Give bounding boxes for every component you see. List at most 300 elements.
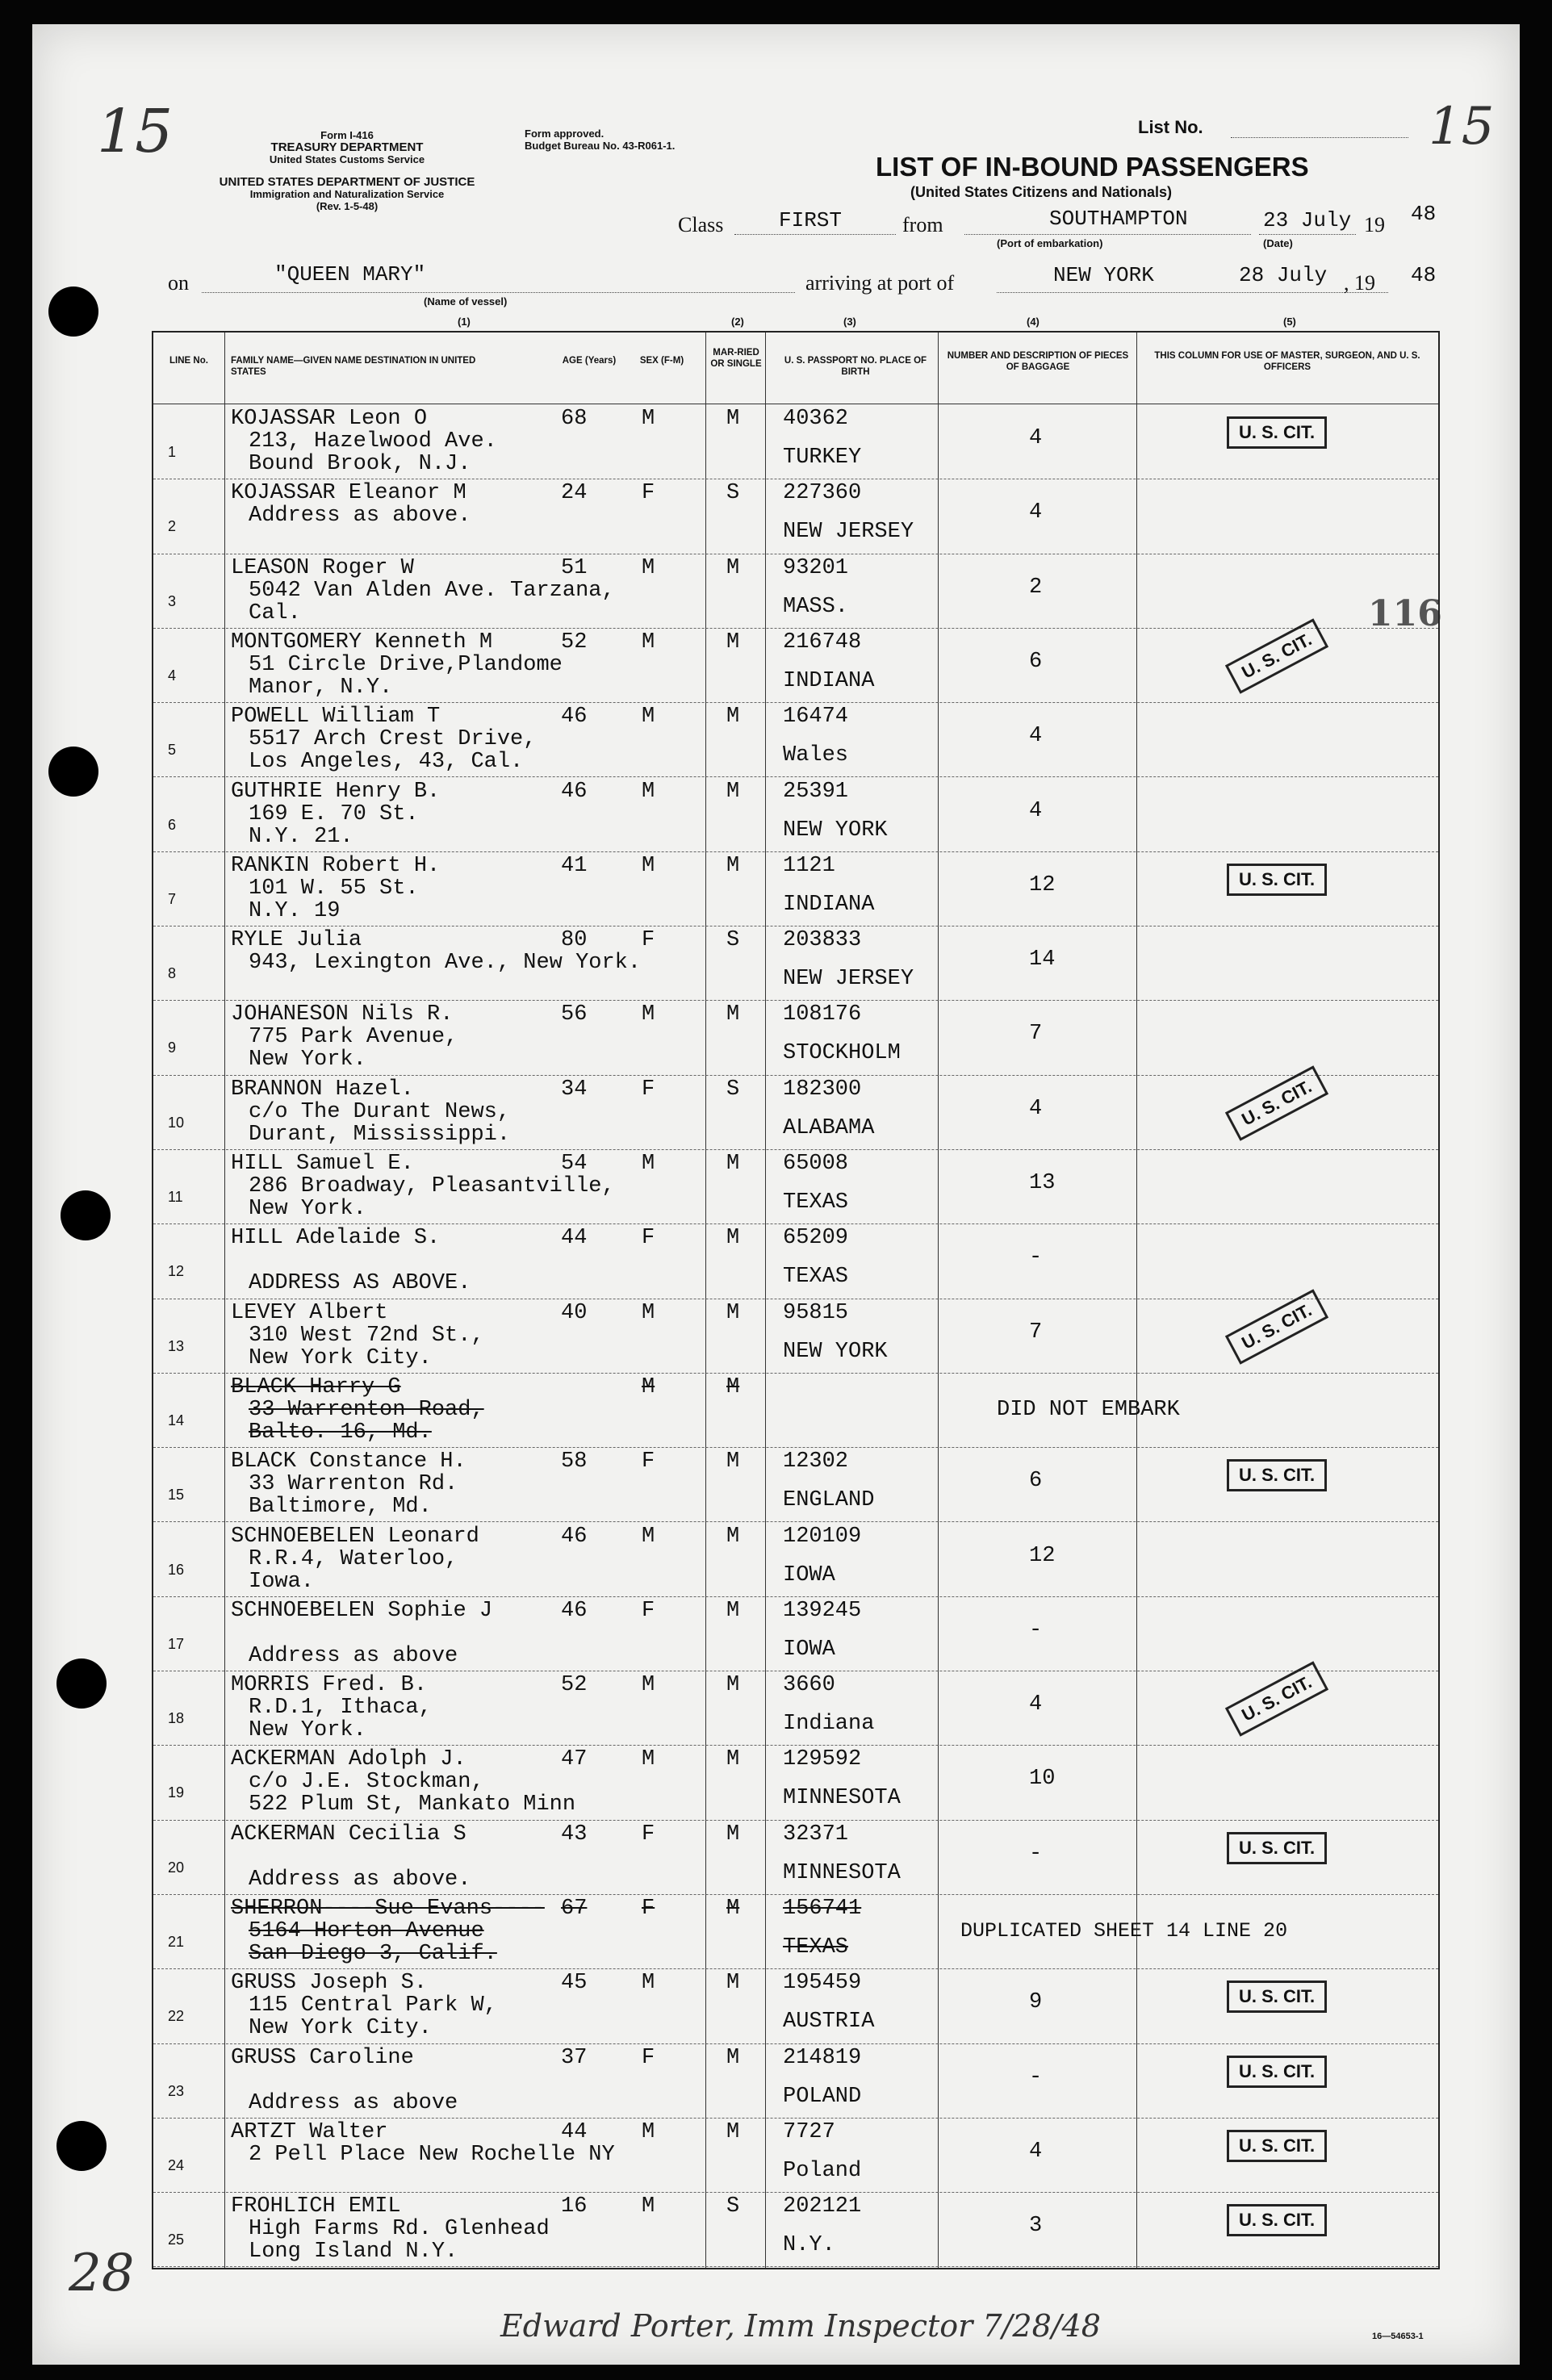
passenger-age: 37 [561, 2045, 588, 2070]
marital-status: M [726, 705, 740, 730]
passenger-name: KOJASSAR Leon O [231, 407, 428, 431]
passenger-sex: M [642, 555, 655, 580]
row-separator [153, 2266, 1438, 2267]
passenger-name: BLACK Harry G [231, 1374, 401, 1399]
class-label: Class [678, 213, 724, 236]
line-number: 22 [168, 2008, 185, 2025]
marital-status: M [726, 2045, 740, 2070]
passport-number: 139245 [783, 1598, 862, 1623]
table-row [153, 479, 1438, 554]
passport-number: 214819 [783, 2045, 862, 2070]
place-of-birth: NEW YORK [783, 1339, 888, 1364]
margin-stamp-number: 116 [1368, 593, 1442, 634]
from-label: from [902, 213, 943, 236]
marital-status: M [726, 1673, 740, 1698]
passenger-name: RYLE Julia [231, 928, 362, 953]
line-number: 6 [168, 816, 177, 833]
marital-status: M [726, 1524, 740, 1549]
passenger-sex: M [642, 779, 655, 804]
address-line-1: High Farms Rd. Glenhead [249, 2217, 550, 2242]
line-number: 25 [168, 2232, 185, 2248]
us-citizen-stamp: U. S. CIT. [1225, 1065, 1328, 1141]
date-embark-year: 48 [1411, 202, 1437, 226]
date-embark-year-prefix: 19 [1364, 213, 1385, 236]
line-number: 10 [168, 1114, 185, 1131]
table-row [153, 1671, 1438, 1746]
address-line-2: Iowa. [249, 1569, 315, 1594]
justice-dept-block [165, 176, 529, 212]
passenger-sex: M [642, 705, 655, 730]
passenger-age: 52 [561, 1673, 588, 1698]
us-citizen-stamp: U. S. CIT. [1227, 1832, 1327, 1864]
marital-status: M [726, 1747, 740, 1772]
marital-status: M [726, 407, 740, 431]
baggage-count: - [1029, 1617, 1043, 1642]
baggage-count: 4 [1029, 724, 1043, 749]
passenger-sex: M [642, 1971, 655, 1996]
passenger-name: ACKERMAN Adolph J. [231, 1747, 466, 1772]
us-citizen-stamp: U. S. CIT. [1225, 1661, 1328, 1737]
baggage-count: 4 [1029, 798, 1043, 823]
form-id-block [226, 129, 468, 165]
address-line-1: 5042 Van Alden Ave. Tarzana, [249, 578, 615, 603]
treasury-dept: TREASURY DEPARTMENT [270, 140, 424, 154]
passport-number: 216748 [783, 630, 862, 655]
address-line-2: Baltimore, Md. [249, 1495, 432, 1520]
baggage-count: 12 [1029, 1543, 1056, 1568]
table-row [153, 1076, 1438, 1150]
marital-status: M [726, 1300, 740, 1325]
marital-status: M [726, 853, 740, 878]
address-line-1: R.D.1, Ithaca, [249, 1696, 432, 1721]
baggage-count: 4 [1029, 500, 1043, 525]
address-line-1: Address as above. [249, 504, 471, 529]
us-citizen-stamp: U. S. CIT. [1227, 2056, 1327, 2088]
line-number: 14 [168, 1412, 185, 1428]
marital-status: M [726, 1226, 740, 1251]
baggage-count: 10 [1029, 1767, 1056, 1792]
justice-dept: UNITED STATES DEPARTMENT OF JUSTICE [219, 175, 475, 189]
passenger-age: 44 [561, 2119, 588, 2144]
arrival-year-prefix: , 19 [1344, 271, 1375, 295]
baggage-count: - [1029, 2064, 1043, 2089]
address-line-2: New York. [249, 1197, 366, 1221]
colhdr-line: LINE No. [169, 356, 208, 366]
passport-number: 108176 [783, 1002, 862, 1027]
us-citizen-stamp: U. S. CIT. [1227, 1981, 1327, 2013]
passenger-age: 34 [561, 1077, 588, 1102]
place-of-birth: ENGLAND [783, 1488, 875, 1513]
table-row [153, 1448, 1438, 1522]
passport-number: 25391 [783, 779, 849, 804]
address-line-2: Long Island N.Y. [249, 2240, 458, 2265]
passenger-age: 45 [561, 1971, 588, 1996]
passenger-age: 67 [561, 1897, 588, 1921]
us-citizen-stamp: U. S. CIT. [1227, 416, 1327, 449]
passenger-name: SCHNOEBELEN Sophie J [231, 1598, 493, 1623]
marital-status: S [726, 481, 740, 506]
passport-number: 3660 [783, 1673, 835, 1698]
passenger-sex: M [642, 1300, 655, 1325]
address-line-1: R.R.4, Waterloo, [249, 1546, 458, 1571]
colhdr-passport: U. S. PASSPORT NO. PLACE OF BIRTH [784, 356, 927, 377]
place-of-birth: POLAND [783, 2084, 862, 2109]
address-line-2: Address as above [249, 1643, 458, 1668]
address-line-2: Durant, Mississippi. [249, 1122, 511, 1147]
passenger-age: 46 [561, 705, 588, 730]
passenger-sex: F [642, 1077, 655, 1102]
address-line-2: N.Y. 19 [249, 898, 341, 923]
punch-hole-1 [48, 287, 98, 337]
address-line-1: c/o The Durant News, [249, 1099, 511, 1124]
us-citizen-stamp: U. S. CIT. [1227, 864, 1327, 896]
address-line-2: Balto. 16, Md. [249, 1420, 432, 1445]
on-label: on [168, 271, 189, 295]
line-number: 5 [168, 742, 177, 759]
arriving-label: arriving at port of [805, 271, 955, 295]
passport-number: 95815 [783, 1300, 849, 1325]
passenger-name: FROHLICH EMIL [231, 2194, 401, 2219]
place-of-birth: Indiana [783, 1712, 875, 1737]
line-number: 24 [168, 2156, 185, 2173]
us-citizen-stamp: U. S. CIT. [1227, 1459, 1327, 1491]
punch-hole-2 [48, 747, 98, 797]
handwritten-top-right-number: 15 [1429, 97, 1495, 157]
address-line-1: 775 Park Avenue, [249, 1025, 458, 1050]
address-line-2: Cal. [249, 600, 301, 625]
passport-number: 65008 [783, 1152, 849, 1176]
place-of-birth: NEW JERSEY [783, 520, 914, 545]
marital-status: M [726, 1971, 740, 1996]
marital-status: M [726, 1598, 740, 1623]
class-line [734, 234, 896, 235]
address-line-1: 33 Warrenton Road, [249, 1397, 484, 1422]
passport-number: 93201 [783, 555, 849, 580]
passenger-name: HILL Samuel E. [231, 1152, 414, 1176]
address-line-2: New York. [249, 1718, 366, 1743]
date-of-embarkation: 23 July [1263, 208, 1352, 232]
list-no-line [1231, 137, 1408, 138]
passenger-age: 46 [561, 1598, 588, 1623]
colhdr-officers: THIS COLUMN FOR USE OF MASTER, SURGEON, AND U. S. OFFICERS [1154, 351, 1420, 372]
passenger-name: POWELL William T [231, 705, 441, 730]
passenger-sex: M [642, 853, 655, 878]
passport-number: 12302 [783, 1449, 849, 1474]
table-row [153, 1299, 1438, 1374]
passenger-name: GRUSS Caroline [231, 2045, 414, 2070]
address-line-1: 169 E. 70 St. [249, 801, 419, 826]
table-row [153, 554, 1438, 629]
place-of-birth: MINNESOTA [783, 1860, 901, 1885]
passenger-age: 47 [561, 1747, 588, 1772]
line-number: 17 [168, 1635, 185, 1652]
baggage-count: 2 [1029, 575, 1043, 600]
passenger-age: 41 [561, 853, 588, 878]
table-row [153, 1224, 1438, 1299]
passenger-sex: M [642, 1524, 655, 1549]
table-row [153, 1374, 1438, 1448]
address-line-2: San Diego 3, Calif. [249, 1942, 497, 1966]
place-of-birth: TURKEY [783, 445, 862, 470]
colhdr-married: MAR-RIED OR SINGLE [710, 348, 762, 369]
address-line-1: 286 Broadway, Pleasantville, [249, 1174, 615, 1198]
line-number: 15 [168, 1487, 185, 1504]
passport-number: 7727 [783, 2119, 835, 2144]
arrival-port: NEW YORK [1053, 263, 1154, 287]
place-of-birth: IOWA [783, 1637, 835, 1662]
address-line-1: 115 Central Park W, [249, 1993, 497, 2018]
passenger-age: 52 [561, 630, 588, 655]
address-line-2: ADDRESS AS ABOVE. [249, 1271, 471, 1296]
date-caption: (Date) [1263, 237, 1293, 249]
place-of-birth: NEW JERSEY [783, 967, 914, 992]
ins-service: Immigration and Naturalization Service [249, 188, 445, 200]
print-code: 16—54653-1 [1372, 2332, 1424, 2341]
line-number: 13 [168, 1337, 185, 1354]
marital-status: M [726, 1002, 740, 1027]
colhdr-age: AGE (Years) [562, 356, 617, 366]
place-of-birth: Poland [783, 2158, 862, 2183]
passport-number: 227360 [783, 481, 862, 506]
table-row [153, 1746, 1438, 1820]
passport-number: 182300 [783, 1077, 862, 1102]
baggage-count: 6 [1029, 649, 1043, 674]
marital-status: M [726, 779, 740, 804]
baggage-count: 4 [1029, 426, 1043, 450]
line-number: 3 [168, 592, 177, 609]
passenger-sex: M [642, 407, 655, 431]
punch-hole-3 [61, 1190, 111, 1240]
passport-number: 195459 [783, 1971, 862, 1996]
line-number: 11 [168, 1189, 183, 1205]
line-number: 7 [168, 890, 177, 907]
table-row [153, 1150, 1438, 1224]
baggage-count: 4 [1029, 1096, 1043, 1121]
passenger-sex: M [642, 1002, 655, 1027]
line-number: 18 [168, 1710, 185, 1727]
passenger-sex: F [642, 1822, 655, 1847]
address-line-1: 101 W. 55 St. [249, 876, 419, 901]
col-num-1: (1) [458, 316, 471, 328]
revision: (Rev. 1-5-48) [316, 200, 379, 212]
table-row [153, 1821, 1438, 1895]
address-line-2: 522 Plum St, Mankato Minn [249, 1792, 576, 1817]
marital-status: M [726, 630, 740, 655]
passenger-name: LEASON Roger W [231, 555, 414, 580]
place-of-birth: IOWA [783, 1562, 835, 1587]
address-line-2: Address as above [249, 2090, 458, 2115]
passenger-name: GUTHRIE Henry B. [231, 779, 441, 804]
budget-bureau: Budget Bureau No. 43-R061-1. [525, 140, 676, 152]
baggage-note: DID NOT EMBARK [997, 1397, 1180, 1422]
passenger-name: SHERRON----Sue Evans---- [231, 1897, 545, 1921]
table-row [153, 2193, 1438, 2267]
passenger-name: ACKERMAN Cecilia S [231, 1822, 466, 1847]
baggage-count: 12 [1029, 872, 1056, 897]
address-line-1: 51 Circle Drive,Plandome [249, 652, 563, 677]
address-line-2: New York City. [249, 1345, 432, 1370]
table-row [153, 1969, 1438, 2043]
passenger-age: 46 [561, 1524, 588, 1549]
form-number: Form I-416 [320, 129, 374, 141]
approval-block [525, 128, 675, 152]
address-line-1: 33 Warrenton Rd. [249, 1472, 458, 1497]
passenger-name: LEVEY Albert [231, 1300, 388, 1325]
line-number: 9 [168, 1039, 177, 1056]
passenger-name: GRUSS Joseph S. [231, 1971, 428, 1996]
passenger-age: 68 [561, 407, 588, 431]
line-number: 19 [168, 1784, 185, 1801]
inspector-signature: Edward Porter, Imm Inspector 7/28/48 [500, 2308, 1101, 2344]
marital-status: S [726, 1077, 740, 1102]
col-num-5: (5) [1283, 316, 1296, 328]
handwritten-top-left-number: 15 [97, 97, 174, 166]
passport-number: 40362 [783, 407, 849, 431]
line-number: 8 [168, 965, 177, 982]
passenger-sex: F [642, 481, 655, 506]
passenger-name: KOJASSAR Eleanor M [231, 481, 466, 506]
passenger-table [152, 331, 1440, 2269]
address-line-2: N.Y. 21. [249, 824, 353, 849]
customs-service: United States Customs Service [269, 153, 425, 165]
handwritten-bottom-left-number: 28 [69, 2244, 135, 2303]
marital-status: M [726, 1374, 740, 1399]
passenger-age: 54 [561, 1152, 588, 1176]
address-line-1: 943, Lexington Ave., New York. [249, 951, 642, 976]
passenger-sex: F [642, 1226, 655, 1251]
table-row [153, 703, 1438, 777]
passenger-sex: M [642, 630, 655, 655]
place-of-birth: NEW YORK [783, 818, 888, 843]
col-num-3: (3) [843, 316, 856, 328]
passport-number: 203833 [783, 928, 862, 953]
vessel-name: "QUEEN MARY" [274, 262, 426, 287]
table-row [153, 1597, 1438, 1671]
place-of-birth: MINNESOTA [783, 1786, 901, 1811]
passport-number: 16474 [783, 705, 849, 730]
passenger-age: 56 [561, 1002, 588, 1027]
passenger-name: MORRIS Fred. B. [231, 1673, 428, 1698]
passenger-age: 24 [561, 481, 588, 506]
place-of-birth: AUSTRIA [783, 2010, 875, 2035]
us-citizen-stamp: U. S. CIT. [1227, 2204, 1327, 2236]
document-subtitle: (United States Citizens and Nationals) [910, 184, 1173, 200]
table-row [153, 2119, 1438, 2193]
baggage-count: - [1029, 1245, 1043, 1270]
passenger-sex: M [642, 1747, 655, 1772]
passport-number: 32371 [783, 1822, 849, 1847]
passport-number: 65209 [783, 1226, 849, 1251]
passenger-sex: F [642, 1897, 655, 1921]
passenger-sex: F [642, 1449, 655, 1474]
baggage-count: 14 [1029, 947, 1056, 972]
address-line-2: Bound Brook, N.J. [249, 452, 471, 476]
passenger-name: SCHNOEBELEN Leonard [231, 1524, 479, 1549]
port-embark-line [964, 234, 1251, 235]
passenger-age: 43 [561, 1822, 588, 1847]
address-line-2: Los Angeles, 43, Cal. [249, 750, 524, 775]
port-of-embarkation: SOUTHAMPTON [1049, 207, 1188, 231]
marital-status: M [726, 1897, 740, 1921]
passenger-sex: F [642, 928, 655, 953]
place-of-birth: MASS. [783, 594, 849, 619]
place-of-birth: STOCKHOLM [783, 1041, 901, 1066]
baggage-count: 7 [1029, 1320, 1043, 1345]
arrival-line [997, 292, 1388, 293]
place-of-birth: Wales [783, 743, 849, 768]
address-line-2: New York City. [249, 2016, 432, 2041]
port-embark-caption: (Port of embarkation) [997, 237, 1103, 249]
passenger-age: 51 [561, 555, 588, 580]
address-line-1: 310 West 72nd St., [249, 1323, 484, 1348]
document-title: LIST OF IN-BOUND PASSENGERS [876, 152, 1309, 182]
list-no-label: List No. [1138, 117, 1203, 137]
vessel-caption: (Name of vessel) [424, 295, 508, 307]
baggage-count: 7 [1029, 1022, 1043, 1047]
place-of-birth: INDIANA [783, 892, 875, 917]
baggage-count: 4 [1029, 1692, 1043, 1717]
passport-number: 129592 [783, 1747, 862, 1772]
table-row [153, 926, 1438, 1001]
place-of-birth: ALABAMA [783, 1115, 875, 1140]
us-citizen-stamp: U. S. CIT. [1225, 618, 1328, 694]
passenger-sex: M [642, 1374, 655, 1399]
marital-status: M [726, 1822, 740, 1847]
passenger-age: 16 [561, 2194, 588, 2219]
baggage-note: DUPLICATED SHEET 14 LINE 20 [960, 1919, 1288, 1943]
passenger-name: RANKIN Robert H. [231, 853, 441, 878]
table-row [153, 1001, 1438, 1075]
passenger-age: 58 [561, 1449, 588, 1474]
baggage-count: 4 [1029, 2139, 1043, 2164]
passport-number: 202121 [783, 2194, 862, 2219]
line-number: 21 [168, 1934, 185, 1950]
baggage-count: 6 [1029, 1469, 1043, 1494]
passenger-sex: M [642, 1152, 655, 1176]
passenger-name: ARTZT Walter [231, 2119, 388, 2144]
place-of-birth: N.Y. [783, 2233, 835, 2258]
colhdr-name: FAMILY NAME—GIVEN NAME DESTINATION IN UNITED STATES [231, 356, 476, 377]
marital-status: M [726, 1449, 740, 1474]
baggage-count: 3 [1029, 2214, 1043, 2239]
address-line-1: 2 Pell Place New Rochelle NY [249, 2142, 615, 2167]
line-number: 1 [168, 444, 177, 460]
line-number: 4 [168, 667, 177, 684]
class-value: FIRST [779, 208, 843, 232]
passport-number: 1121 [783, 853, 835, 878]
address-line-1: 5517 Arch Crest Drive, [249, 727, 537, 752]
table-row [153, 2044, 1438, 2119]
colhdr-baggage: NUMBER AND DESCRIPTION OF PIECES OF BAGGAGE [947, 351, 1129, 372]
passenger-age: 40 [561, 1300, 588, 1325]
marital-status: M [726, 2119, 740, 2144]
passport-number: 156741 [783, 1897, 862, 1921]
passenger-name: BRANNON Hazel. [231, 1077, 414, 1102]
punch-hole-4 [56, 1658, 107, 1709]
line-number: 2 [168, 518, 177, 535]
baggage-count: 9 [1029, 1990, 1043, 2015]
line-number: 20 [168, 1859, 185, 1876]
table-row [153, 1523, 1438, 1597]
passenger-sex: F [642, 1598, 655, 1623]
passenger-sex: F [642, 2045, 655, 2070]
line-number: 23 [168, 2082, 185, 2099]
baggage-count: - [1029, 1841, 1043, 1866]
arrival-year: 48 [1411, 263, 1437, 287]
line-number: 12 [168, 1263, 185, 1280]
passenger-name: MONTGOMERY Kenneth M [231, 630, 493, 655]
table-row [153, 852, 1438, 926]
